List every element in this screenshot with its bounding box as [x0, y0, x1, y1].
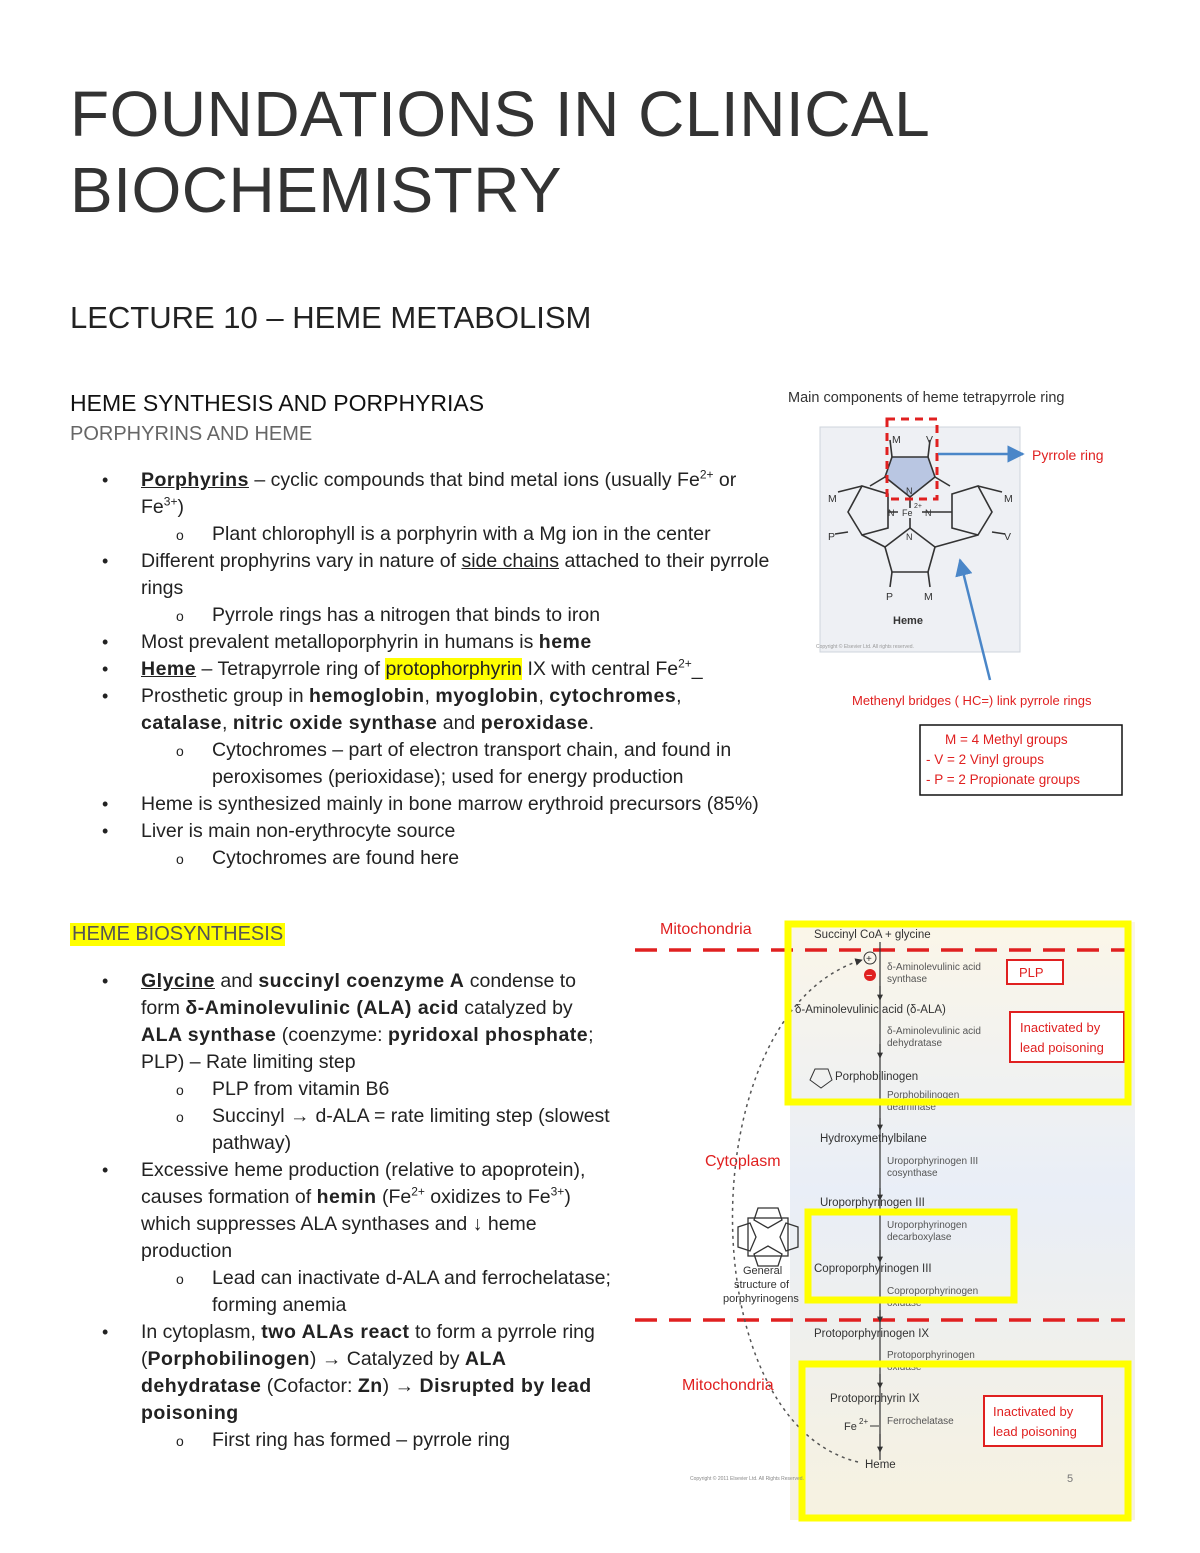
inactivated-2-line-1: Inactivated by	[993, 1404, 1074, 1419]
bullet-item: • In cytoplasm, two ALAs react to form a pyrrole ring (Porphobilinogen) → Catalyzed by ALA dehydratase (Cofactor: Zn) → Disrupted by lead poisoning	[70, 1319, 615, 1427]
document-title	[70, 76, 930, 228]
cytoplasm-label: Cytoplasm	[705, 1153, 781, 1170]
page-number: 5	[1067, 1473, 1074, 1485]
porphyrins-bullet-list	[70, 467, 770, 872]
sub-bullet-item: o Lead can inactivate d-ALA and ferrochelatase; forming anemia	[70, 1265, 615, 1319]
sub-bullet-item: o Pyrrole rings has a nitrogen that binds to iron	[70, 602, 770, 629]
sub-vinyl-top: V	[926, 434, 934, 446]
general-structure-line-3: porphyrinogens	[723, 1293, 799, 1305]
compound-heme: Heme	[865, 1459, 896, 1471]
enzyme-uro-cosynthase-2: cosynthase	[887, 1168, 938, 1179]
pyrrole-ring-label: Pyrrole ring	[1032, 447, 1104, 463]
compound-uroporphyrinogen-iii: Uroporphyrinogen III	[820, 1197, 925, 1209]
biosynthesis-bullet-list	[70, 968, 615, 1454]
bullet-item: • Prosthetic group in hemoglobin, myoglobin, cytochromes, catalase, nitric oxide synthase and peroxidase.	[70, 683, 770, 737]
atom-fe-charge: 2+	[914, 503, 922, 510]
bullet-item: • Heme is synthesized mainly in bone marrow erythroid precursors (85%)	[70, 791, 770, 818]
section-heading-biosynthesis: HEME BIOSYNTHESIS	[72, 923, 284, 945]
atom-n-top: N	[906, 486, 913, 496]
compound-protoporphyrin-ix: Protoporphyrin IX	[830, 1393, 920, 1405]
enzyme-copro-oxidase-1: Coproporphyrinogen	[887, 1286, 979, 1297]
compound-porphobilinogen: Porphobilinogen	[835, 1071, 919, 1083]
inactivated-1-line-2: lead poisoning	[1020, 1040, 1104, 1055]
legend-propionate: - P = 2 Propionate groups	[926, 772, 1080, 787]
general-structure-line-1: General	[743, 1265, 783, 1277]
compound-ala: δ-Aminolevulinic acid (δ-ALA)	[795, 1004, 946, 1016]
compound-coproporphyrinogen-iii: Coproporphyrinogen III	[814, 1263, 932, 1275]
heme-figure-title: Main components of heme tetrapyrrole ring	[788, 390, 1065, 406]
enzyme-ala-dehydratase-1: δ-Aminolevulinic acid	[887, 1026, 981, 1037]
compound-hydroxymethylbilane: Hydroxymethylbilane	[820, 1133, 927, 1145]
lecture-heading: LECTURE 10 – HEME METABOLISM	[70, 300, 592, 335]
sub-bullet-item: o Plant chlorophyll is a porphyrin with a Mg ion in the center	[70, 521, 770, 548]
subsection-heading-porphyrins: PORPHYRINS AND HEME	[70, 423, 313, 445]
sub-bullet-item: o Cytochromes – part of electron transport chain, and found in peroxisomes (perioxidase); used for energy production	[70, 737, 770, 791]
sub-propionate-bottom: P	[886, 591, 894, 603]
feedback-plus-sign: +	[866, 954, 872, 965]
heme-copyright: Copyright © Elsevier Ltd. All rights reserved.	[816, 644, 914, 650]
atom-fe: Fe	[902, 508, 913, 518]
heme-label: Heme	[893, 615, 923, 627]
mitochondria-bottom-label: Mitochondria	[682, 1377, 774, 1394]
sub-methyl-bottom: M	[924, 591, 933, 603]
mitochondria-top-label: Mitochondria	[660, 921, 752, 938]
sub-vinyl-right: V	[1004, 531, 1012, 543]
sub-bullet-item: o Succinyl → d-ALA = rate limiting step (slowest pathway)	[70, 1103, 615, 1157]
legend-vinyl: - V = 2 Vinyl groups	[926, 752, 1044, 767]
heme-biosynthesis-pathway-figure	[630, 912, 1150, 1524]
bullet-item: • Porphyrins – cyclic compounds that bind metal ions (usually $Fe^{2+}$ or $Fe^{3+}$)	[70, 467, 770, 521]
enzyme-proto-oxidase-1: Protoporphyrinogen	[887, 1350, 975, 1361]
enzyme-ala-synthase-2: synthase	[887, 974, 928, 985]
compound-succinyl-coa-glycine: Succinyl CoA + glycine	[814, 929, 931, 941]
sub-bullet-item: o PLP from vitamin B6	[70, 1076, 615, 1103]
atom-n-bottom: N	[906, 532, 913, 542]
bullet-item: • Most prevalent metalloporphyrin in humans is heme	[70, 629, 770, 656]
enzyme-uro-decarboxylase-1: Uroporphyrinogen	[887, 1220, 968, 1231]
enzyme-copro-oxidase-2: oxidase	[887, 1298, 922, 1309]
enzyme-ala-synthase-1: δ-Aminolevulinic acid	[887, 962, 981, 973]
sub-bullet-item: o Cytochromes are found here	[70, 845, 770, 872]
sub-bullet-item: o First ring has formed – pyrrole ring	[70, 1427, 615, 1454]
bullet-item: • Liver is main non-erythrocyte source	[70, 818, 770, 845]
inactivated-2-line-2: lead poisoning	[993, 1424, 1077, 1439]
porphyrinogen-structure-icon	[738, 1208, 798, 1266]
inactivated-1-line-1: Inactivated by	[1020, 1020, 1101, 1035]
bullet-item: • Glycine and succinyl coenzyme A condense to form δ-Aminolevulinic (ALA) acid catalyzed by ALA synthase (coenzyme: pyridoxal phosphate; PLP) – Rate limiting step	[70, 968, 615, 1076]
enzyme-proto-oxidase-2: oxidase	[887, 1362, 922, 1373]
feedback-minus-sign: −	[866, 970, 873, 982]
sub-methyl-right: M	[1004, 493, 1013, 505]
enzyme-pbg-deaminase-1: Porphobilinogen	[887, 1090, 960, 1101]
sub-methyl-left: M	[828, 493, 837, 505]
enzyme-ferrochelatase: Ferrochelatase	[887, 1416, 954, 1427]
fe-input-label: Fe	[844, 1421, 857, 1433]
fe-input-charge: 2+	[859, 1417, 869, 1426]
compound-protoporphyrinogen-ix: Protoporphyrinogen IX	[814, 1328, 930, 1340]
section-heading-synthesis: HEME SYNTHESIS AND PORPHYRIAS	[70, 390, 485, 416]
bullet-item: • Different prophyrins vary in nature of side chains attached to their pyrrole rings	[70, 548, 770, 602]
enzyme-uro-decarboxylase-2: decarboxylase	[887, 1232, 952, 1243]
enzyme-ala-dehydratase-2: dehydratase	[887, 1038, 943, 1049]
plp-label: PLP	[1019, 965, 1044, 980]
atom-n-left: N	[888, 508, 895, 518]
sub-methyl-top: M	[892, 434, 901, 446]
heme-structure-figure	[780, 382, 1170, 802]
sub-propionate-left: P	[828, 531, 836, 543]
bullet-item: • Heme – Tetrapyrrole ring of protophorphyrin IX with central $Fe^{2+}\_$	[70, 656, 770, 683]
bullet-item: • Excessive heme production (relative to apoprotein), causes formation of hemin ($Fe^{2+}$ oxidizes to $Fe^{3+}$) which suppresses ALA synthases and ↓ heme production	[70, 1157, 615, 1265]
title-line-1: FOUNDATIONS IN CLINICAL	[70, 78, 931, 150]
enzyme-uro-cosynthase-1: Uroporphyrinogen III	[887, 1156, 979, 1167]
general-structure-line-2: structure of	[734, 1279, 790, 1291]
enzyme-pbg-deaminase-2: deaminase	[887, 1102, 936, 1113]
legend-methyl: M = 4 Methyl groups	[945, 732, 1068, 747]
atom-n-right: N	[925, 508, 932, 518]
methenyl-bridge-label: Methenyl bridges ( HC=) link pyrrole rings	[852, 693, 1092, 708]
title-line-2: BIOCHEMISTRY	[70, 154, 562, 226]
pathway-copyright: Copyright © 2011 Elsevier Ltd. All Rights Reserved.	[690, 1476, 804, 1482]
